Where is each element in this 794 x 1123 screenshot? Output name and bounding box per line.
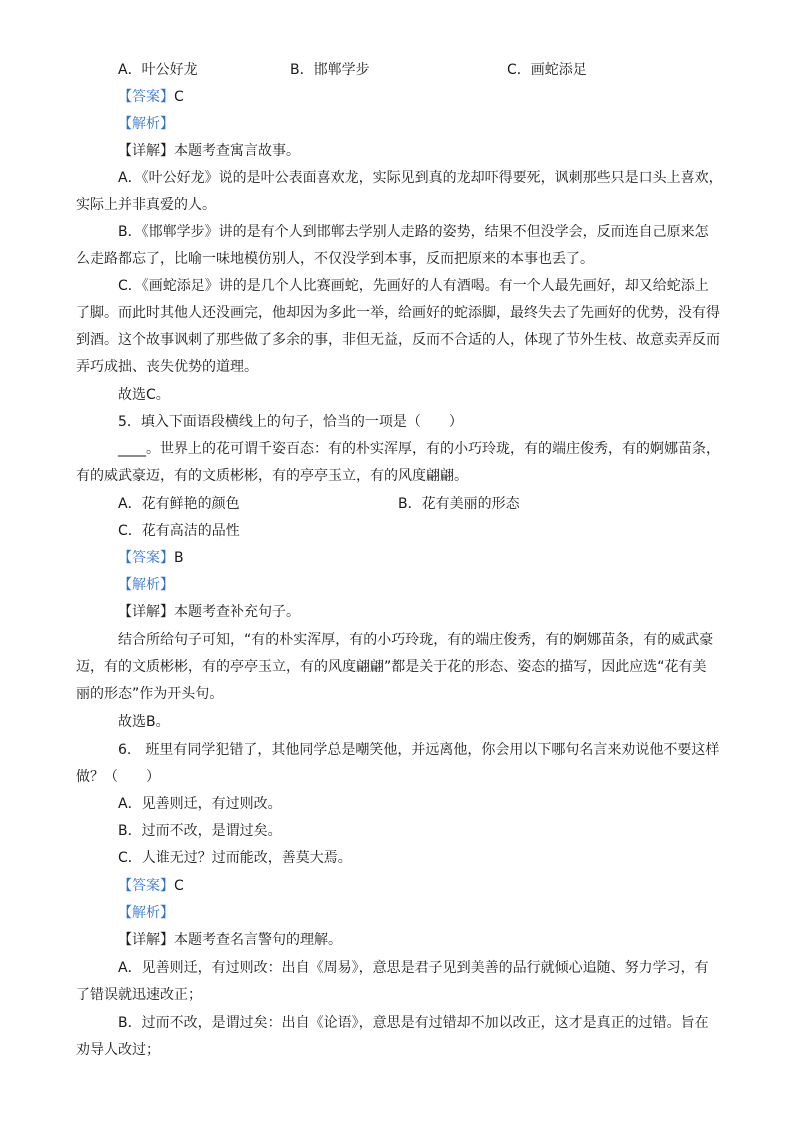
q5-option-a: A．花有鲜艳的颜色 (118, 496, 240, 512)
choose-line: 故选B。 (118, 714, 170, 730)
paragraph-line: A．《叶公好龙》说的是叶公表面喜欢龙，实际见到真的龙却吓得要死，讽刺那些只是口头上喜欢， (118, 170, 723, 186)
answer-tag: 【答案】 (118, 550, 174, 566)
question-5-stem: 5．填入下面语段横线上的句子，恰当的一项是（ ） (118, 414, 463, 430)
paragraph-line: B．过而不改，是谓过矣：出自《论语》，意思是有过错却不加以改正，这才是真正的过错。旨在 (118, 1015, 709, 1031)
paragraph-line: 实际上并非真爱的人。 (76, 197, 216, 213)
paragraph-line: C．《画蛇添足》讲的是几个人比赛画蛇，先画好的人有酒喝。有一个人最先画好，却又给蛇添上 (118, 278, 709, 294)
detail-tag: 【详解】 (118, 143, 174, 159)
answer-tag: 【答案】 (118, 878, 174, 894)
paragraph-line: 到酒。这个故事讽刺了那些做了多余的事，非但无益，反而不合适的人，体现了节外生枝、故意卖弄反而 (76, 332, 720, 348)
q5-option-b: B．花有美丽的形态 (398, 496, 520, 512)
detail-text: 本题考查名言警句的理解。 (174, 932, 342, 948)
q6-option-b: B．过而不改，是谓过矣。 (118, 823, 282, 839)
q4-option-b: B．邯郸学步 (290, 62, 370, 78)
paragraph-line: 丽的形态”作为开头句。 (76, 686, 224, 702)
paragraph-line: B．《邯郸学步》讲的是有个人到邯郸去学别人走路的姿势，结果不但没学会，反而连自己原来怎 (118, 224, 709, 240)
paragraph-line: 结合所给句子可知，“有的朴实浑厚，有的小巧玲珑，有的端庄俊秀，有的婀娜苗条，有的威武豪 (118, 632, 714, 648)
paragraph-line: 么走路都忘了，比喻一味地模仿别人，不仅没学到本事，反而把原来的本事也丢了。 (76, 251, 594, 267)
paragraph-line: 了脚。而此时其他人还没画完，他却因为多此一举，给画好的蛇添脚，最终失去了先画好的优势，没有得 (76, 305, 720, 321)
q5-option-c: C．花有高洁的品性 (118, 523, 240, 539)
paragraph-line: A．见善则迁，有过则改：出自《周易》，意思是君子见到美善的品行就倾心追随、努力学习，有 (118, 960, 709, 976)
question-6-stem-cont: 做？（ ） (76, 769, 160, 785)
question-6-stem: 6. 班里有同学犯错了，其他同学总是嘲笑他，并远离他，你会用以下哪句名言来劝说他不要这样 (118, 742, 720, 758)
analysis-tag: 【解析】 (118, 905, 174, 921)
detail-tag: 【详解】 (118, 932, 174, 948)
q6-option-c: C．人谁无过？过而能改，善莫大焉。 (118, 850, 352, 866)
q4-option-a: A．叶公好龙 (118, 62, 198, 78)
analysis-tag: 【解析】 (118, 116, 174, 132)
paragraph-line: ____。世界上的花可谓千姿百态：有的朴实浑厚，有的小巧玲珑，有的端庄俊秀，有的婀娜苗条， (118, 441, 720, 457)
paragraph-line: 弄巧成拙、丧失优势的道理。 (76, 359, 258, 375)
answer-value: C (174, 878, 184, 894)
q6-option-a: A．见善则迁，有过则改。 (118, 796, 282, 812)
choose-line: 故选C。 (118, 387, 170, 403)
answer-value: C (174, 89, 184, 105)
paragraph-line: 了错误就迅速改正； (76, 987, 202, 1003)
q4-option-c: C．画蛇添足 (507, 62, 587, 78)
answer-value: B (174, 550, 184, 566)
detail-text: 本题考查寓言故事。 (174, 143, 300, 159)
detail-text: 本题考查补充句子。 (174, 604, 300, 620)
detail-tag: 【详解】 (118, 604, 174, 620)
analysis-tag: 【解析】 (118, 577, 174, 593)
answer-tag: 【答案】 (118, 89, 174, 105)
paragraph-line: 迈，有的文质彬彬，有的亭亭玉立，有的风度翩翩”都是关于花的形态、姿态的描写，因此应选“花有美 (76, 659, 707, 675)
paragraph-line: 有的威武豪迈，有的文质彬彬，有的亭亭玉立，有的风度翩翩。 (76, 468, 468, 484)
paragraph-line: 劝导人改过； (76, 1042, 160, 1058)
